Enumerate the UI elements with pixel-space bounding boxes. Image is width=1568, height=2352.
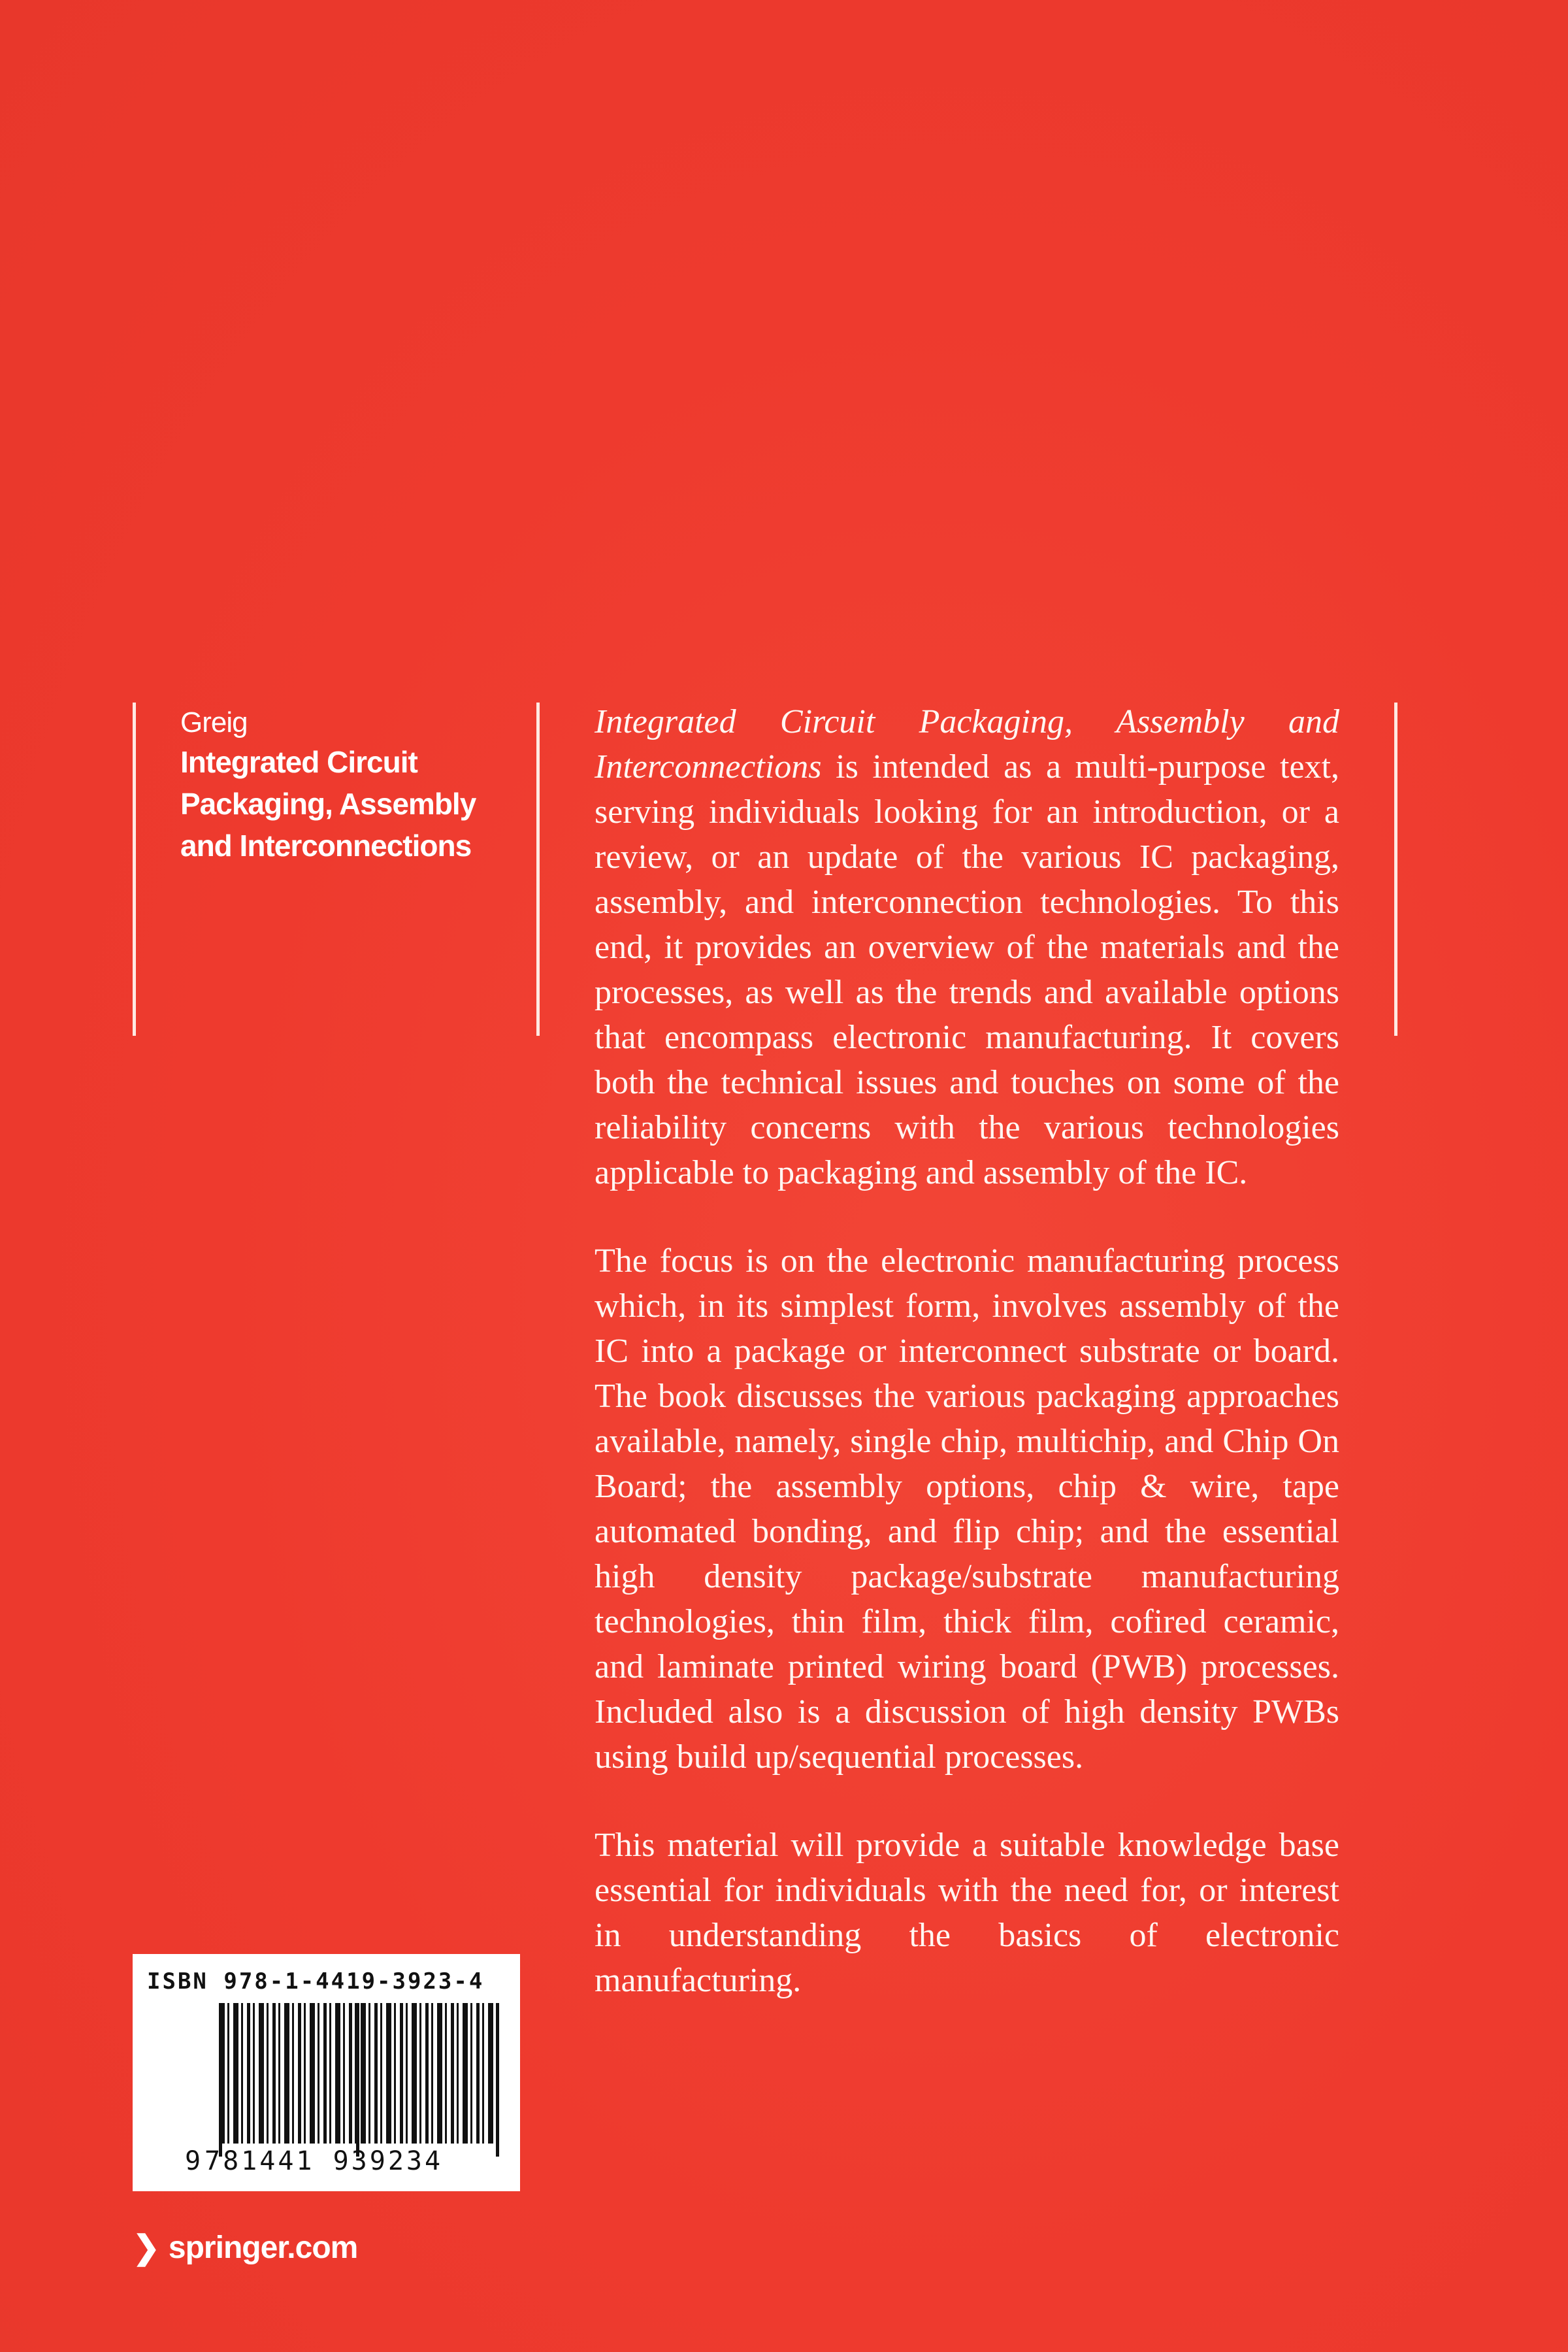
- description-title-italic: Integrated Circuit Packaging, Assembly and Interconnections: [595, 703, 1339, 786]
- middle-divider-line: [536, 703, 540, 1036]
- book-title-line-1: Integrated Circuit: [180, 745, 417, 779]
- barcode-guard-right: [496, 2003, 499, 2157]
- barcode-digits: 781441 939234: [204, 2146, 444, 2176]
- description-paragraph-1-text: is intended as a multi-purpose text, serving individuals looking for an introduction, or a review, or an update of the various IC packaging, assembly, and interconnection technologies. To this end, it provides an overview of the materials and the processes, as well as the trends and available options that encompass electronic manufacturing. It covers both the technical issues and touches on some of the reliability concerns with the various technologies applicable to packaging and assembly of the IC.: [595, 748, 1339, 1191]
- publisher-url: springer.com: [168, 2230, 358, 2265]
- side-title-block: [180, 704, 520, 867]
- isbn-barcode: [133, 1954, 520, 2191]
- publisher-link[interactable]: [133, 2228, 357, 2266]
- chevron-right-icon: ❯: [133, 2229, 159, 2266]
- barcode-guard-left: [219, 2003, 222, 2157]
- book-title-line-2: Packaging, Assembly: [180, 787, 476, 821]
- left-divider-line: [133, 703, 136, 1036]
- description-paragraph-3: This material will provide a suitable knowledge base essential for individuals with the need for, or interest in understanding the basics of electronic manufacturing.: [595, 1827, 1339, 1999]
- author-name: Greig: [180, 706, 248, 738]
- description-paragraph-2: The focus is on the electronic manufacturing process which, in its simplest form, involves assembly of the IC into a package or interconnect substrate or board. The book discusses the various packaging approaches available, namely, single chip, multichip, and Chip On Board; the assembly options, chip & wire, tape automated bonding, and flip chip; and the essential high density package/substrate manufacturing technologies, thin film, thick film, cofired ceramic, and laminate printed wiring board (PWB) processes. Included also is a discussion of high density PWBs using build up/sequential processes.: [595, 1242, 1339, 1776]
- barcode-guard-center: [356, 2003, 359, 2157]
- isbn-label: ISBN 978-1-4419-3923-4: [147, 1968, 485, 1995]
- right-divider-line: [1394, 703, 1397, 1036]
- description-paragraph-1: [595, 699, 1339, 1195]
- book-title-line-3: and Interconnections: [180, 829, 472, 863]
- book-description: [595, 699, 1339, 2046]
- barcode-first-digit: 9: [185, 2146, 201, 2176]
